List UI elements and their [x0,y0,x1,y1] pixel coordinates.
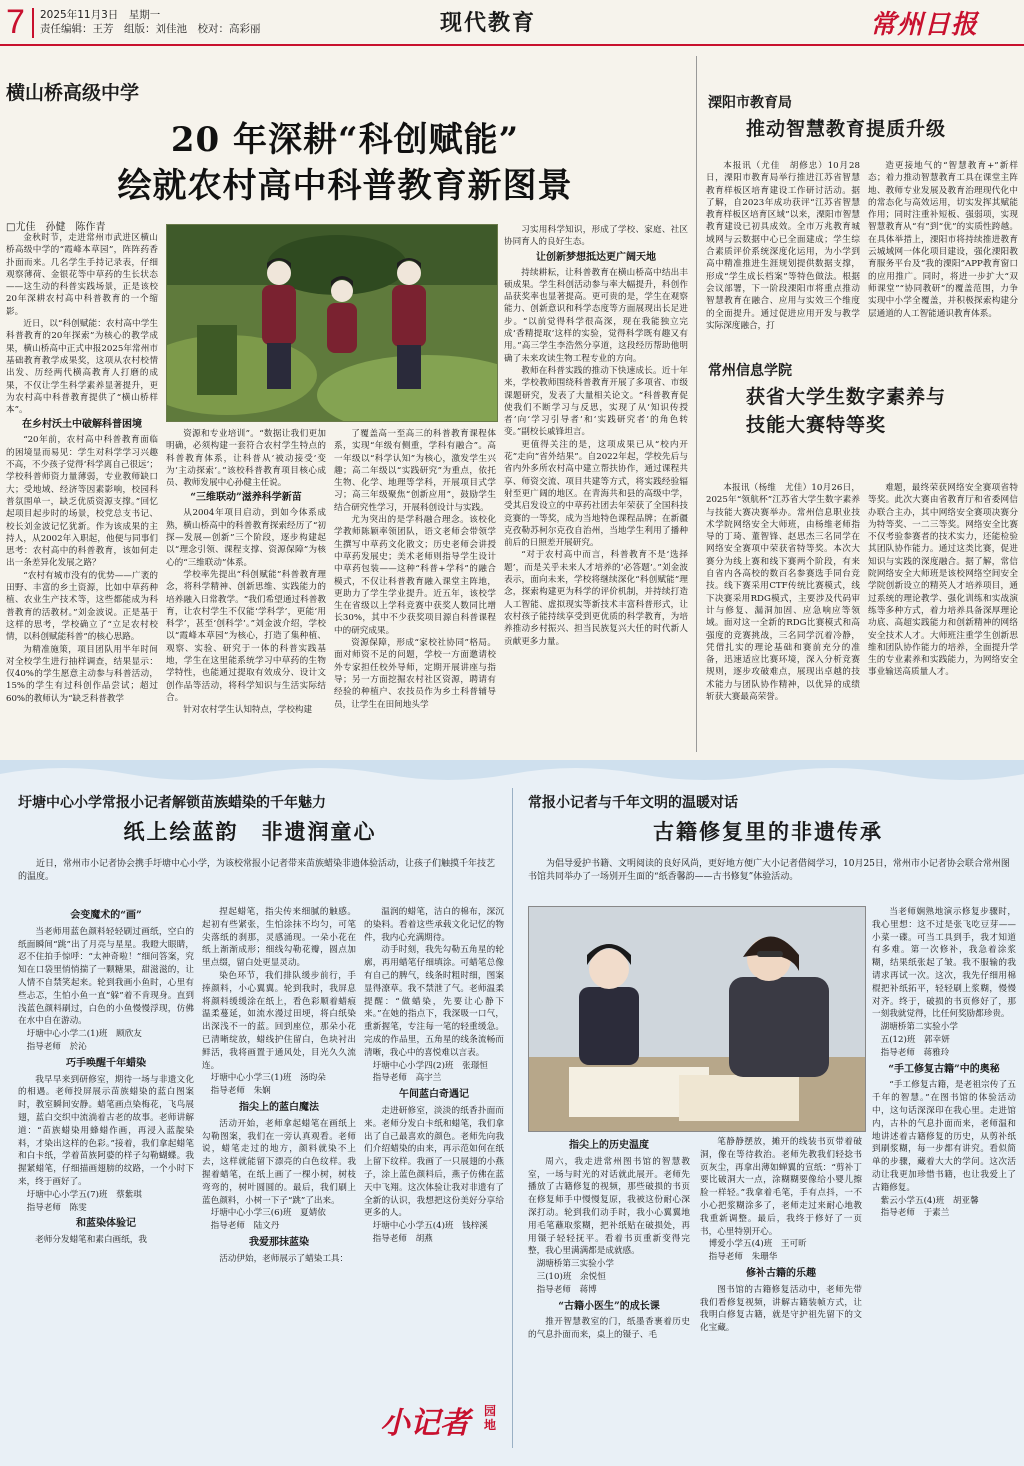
paragraph: 我早早来到研修室，期待一场与非遗文化的相遇。老师投屏展示苗族蜡染的蓝白图案时，教室瞬间安静。蜡笔画点染梅花，飞鸟展翅，蓝白交织中流淌着古老的故事。老师讲解道：“苗族蜡染用蜂蜡作画，再浸入蓝靛染料，才染出这样的色彩。”接着，我们拿起蜡笔和白卡纸，学着苗族阿婆的样子勾勒蝴蝶。我握紧蜡笔，仔细描画翅膀的纹路，一个小时下来，终于画好了。 [18,1074,194,1187]
paragraph: 难题，最终荣获网络安全赛项省特等奖。此次大赛由省教育厅和省委网信办联合主办，其中网络安全赛项决赛分为特等奖、一二三等奖。网络安全比赛不仅考验参赛者的技术实力，还能检验其团队协作能力。通过这类比赛，促进知识与实践的深度融合。据了解，常信院网络安全大师班是该校网络空间安全学院创新设立的精英人才培养项目，通过系统的理论教学、强化训练和实战演练等多种方式，着力培养具备深厚理论功底、高超实践能力和创新精神的网络安全技术人才。大师班注重学生创新思维和团队协作能力的培养，全面提升学生的专业素养和实践能力，为网络安全事业输送高质量人才。 [868,483,1018,678]
sidebar1-column-2 [868,160,1018,352]
piece-title: 我爱那抹蓝染 [249,1236,309,1248]
main-column-2 [166,428,326,754]
sidebar2-kicker: 常州信息学院 [708,363,792,379]
bottom-divider [512,788,513,1448]
teacher-line: 指导老师 朱珊华 [708,1252,778,1263]
paragraph: 图书馆的古籍修复活动中，老师先带我们看修复视频，讲解古籍装帧方式，让我明白修复古籍，就是守护祖先留下的文化宝藏。 [700,1284,862,1334]
paragraph: 活动伊始，老师展示了蜡染工具： [219,1253,349,1264]
column-divider [696,56,697,752]
teacher-line: 指导老师 陈雯 [26,1202,87,1213]
paragraph: 周六，我走进常州图书馆的智慧教室，一场与时光的对话就此展开。老师先播放了古籍修复的视频，那些破损的书页在修复师手中慢慢复原，我被这份耐心深深打动。轮到我们动手时，我小心翼翼地用毛笔蘸取浆糊，把补纸贴在破损处，再用镊子轻轻抚平。看着书页重新变得完整，我心里满满都是成就感。 [528,1156,690,1257]
story2-title: 古籍修复里的非遗传承 [653,819,883,844]
paragraph: 推开智慧教室的门，纸墨香裹着历史的气息扑面而来，桌上的镊子、毛 [528,1317,690,1341]
story1-title: 纸上绘蓝韵 非遗润童心 [123,819,377,844]
teacher-line: 指导老师 蒋雅玲 [880,1047,950,1058]
teacher-line: 指导老师 胡燕 [372,1233,433,1244]
paragraph: “手工修复古籍，是老祖宗传了五千年的智慧。”在图书馆的体验活动中，这句话深深印在我心里。走进馆内，古朴的气息扑面而来，老师温和地讲述着古籍修复的历史，从剪补纸到刷浆糊，每一步都有讲究。看似简单的步骤，藏着大大的学问。这次活动让我更加珍惜书籍，也让我爱上了古籍修复。 [872,1080,1016,1193]
paragraph: 资源保障，形成“家校社协同”格局。面对师资不足的问题，学校一方面邀请校外专家担任校外导师，定期开展讲座与指导；另一方面挖掘农村社区资源，聘请有经验的种植户、农技员作为乡土科普辅导员，让学生在田间地头学 [334,638,496,710]
paragraph: 教师在科普实践的推动下快速成长。近十年来，学校教师围绕科普教育开展了多项省、市级课题研究，发表了大量相关论文。“科普教育促使我们不断学习与反思，实现了从‘知识传授者’向‘学习引导者’和‘实践研究者’的角色转变。”副校长戚锋坦言。 [504,365,688,438]
page-number: 7 [6,3,25,41]
story1-intro: 近日，常州市小记者协会携手圩塘中心小学，为该校常报小记者带来苗族蜡染非遗体验活动，让孩子们触摸千年技艺的温度。 [18,859,496,882]
sidebar1-column-1 [706,160,860,352]
xiaojizhe-logo-sub: 园地 [484,1404,497,1432]
paragraph: 金秋时节，走进常州市武进区横山桥高级中学的“霞峰本草园”，阵阵药香扑面而来。几名学生手持记录表，仔细观察薄荷、金银花等中草药的生长状态——这生动的科普实践场景，正是该校20年深耕农村高中科普教育的一个缩影。 [6,233,158,317]
paragraph: 温润的蜡笔，洁白的棉布，深沉的染料。看着这些承载文化记忆的物件，我内心充满期待。 [364,907,504,943]
paragraph: 笔静静摆放，摊开的线装书页带着破洞，像在等待救治。老师先教我们轻捻书页灰尘，再拿出薄如蝉翼的宣纸：“剪补丁要比破洞大一点，涂糊糊要像给小婴儿擦脸一样轻。”我拿着毛笔，手有点抖，一不小心把浆糊涂多了，老师走过来耐心地教我重新调整。最后，我终于修好了一页书，心里特别开心。 [700,1137,862,1237]
header-rule [0,44,1024,46]
author-line: 湖塘桥第二实验小学 [880,1022,958,1033]
paragraph: 染色环节，我们排队缓步前行，手捧颜料，小心翼翼。轮到我时，我屏息将颜料缓缓涂在纸上，看色彩顺着蜡痕温柔蔓延，如流水漫过田埂，将白纸染出深浅不一的蓝。回到座位，那朵小花已清晰绽放，蜡线护住留白，色块衬出鲜活，我将画置于通风处，目光久久流连。 [202,970,356,1071]
issue-date: 2025年11月3日 星期一 [40,9,161,21]
teacher-line: 指导老师 於沁 [26,1041,87,1052]
teacher-line: 指导老师 高宇兰 [372,1073,442,1084]
header-divider [32,8,34,38]
subheading: “三维联动”滋养科学新苗 [190,492,302,504]
paragraph: 活动开始，老师拿起蜡笔在画纸上勾勒图案，我们在一旁认真观看。老师说，蜡笔走过的地方，颜料就染不上去，这样就能留下漂亮的白色纹样。我握着蜡笔，在纸上画了一棵小树，树枝弯弯的，树叶圆圆的。最后，我们刷上蓝色颜料，小树一下子“跳”了出来。 [202,1118,356,1206]
paragraph: “对于农村高中而言，科普教育不是‘选择题’，而是关乎未来人才培养的‘必答题’。”刘金波表示，面向未来，学校将继续深化“科创赋能”理念，探索构建更为科学的评价机制，并持续打造人工智能、虚拟现实等新技术丰富科普形式，让农村孩子能持续享受到更优质的科学教育，为培养推动乡村振兴、担当民族复兴大任的时代新人贡献更多力量。 [504,550,688,647]
sidebar2-title-line-1: 获省大学生数字素养与 [746,386,947,408]
story1-column-3 [364,906,504,1396]
story1-kicker: 圩塘中心小学常报小记者解锁苗族蜡染的千年魅力 [18,795,326,811]
story2-kicker: 常报小记者与千年文明的温暖对话 [528,795,738,811]
piece-title: 和蓝染体验记 [76,1218,136,1230]
author-line: 五(12)班 郭幸妍 [880,1034,950,1045]
header-meta [40,8,261,36]
author-line: 圩塘中心小学三(6)班 夏婧依 [210,1208,326,1219]
band-top-decoration [0,760,1024,782]
main-column-4 [504,224,688,754]
piece-title: 指尖上的蓝白魔法 [239,1101,319,1113]
story1-column-1 [18,906,194,1398]
paragraph: 动手时刻，我先勾勒五角星的轮廓，再用蜡笔仔细填涂。可蜡笔总像有自己的脾气，线条时粗时细，图案显得潦草。我不禁泄了气。老师温柔提醒：“做蜡染，先要让心静下来。”在她的指点下，我深吸一口气，重新握笔，专注每一笔的轻重缓急。完成的作品里，五角星的线条流畅而清晰，我心中的喜悦难以言表。 [364,945,504,1058]
subheading: 让创新梦想抵达更广阔天地 [536,251,656,263]
sidebar2-title-line-2: 技能大赛特等奖 [746,414,887,436]
teacher-line: 指导老师 朱娴 [210,1086,271,1097]
author-line: 三(10)班 余悦恒 [536,1271,606,1282]
subheading: 在乡村沃土中破解科普困境 [22,419,142,431]
piece-title: 会变魔术的“画” [70,910,142,921]
newspaper-logo: 常州日报 [870,10,979,40]
staff-line: 责任编辑：王芳 组版：刘佳池 校对：高彩丽 [40,23,261,35]
author-line: 紫云小学五(4)班 胡亚馨 [880,1195,979,1206]
author-line: 圩塘中心小学三(1)班 汤昀朵 [210,1073,326,1084]
teacher-line: 指导老师 蒋博 [536,1284,597,1295]
paragraph: 当老师娴熟地演示修复步骤时，我心里想：这不过是张飞吃豆芽——小菜一碟。可当工具到手，我才知道有多难。第一次修补，我急着涂浆糊，结果纸张起了皱。我不服输的我请求再试一次。这次，我先仔细用棉棍把补纸拓平，轻轻刷上浆糊，慢慢对齐。终于，破损的书页修好了，那一刻我就觉得，比任何奖励都珍贵。 [872,907,1016,1020]
paragraph: 本报讯（尤佳 胡修忠）10月28日，溧阳市教育局举行推进江苏省智慧教育样板区培育建设工作研讨活动。据了解，自2023年成功获评“江苏省智慧教育样板区培育区域”以来，溧阳市智慧教育建设已初具成效。全市万兆教育城域网与云数据中心已全面建成；学生综合素质评价系统深度化运用，为小学到高中精准推进生涯规划提供数据支撑，形成“学生成长档案”等特色做法。根据会议部署，下一阶段溧阳市将重点推动智慧教育在融合、应用与实效三个维度的全面提升。通过促进应用开发与教学实际深度融合，打 [706,161,860,331]
paragraph: 造更接地气的“智慧教育+”新样态；着力推动智慧教育工具在课堂主阵地、教师专业发展及教育治理现代化中的常态化与高效运用，切实发挥其赋能作用；同时注重补短板、强弱项，实现智慧教育从“有”到“优”的实质性跨越。在具体举措上，溧阳市将持续推进教育云城域网一体化项目建设，强化溧阳教育服务平台及“我的溧阳”APP教育窗口的应用推广。同时，将进一步扩大“双师课堂”“协同教研”的覆盖范围，力争实现中小学全覆盖，并积极探索构建分层通道的人工智能通识教育体系。 [868,161,1018,319]
main-column-3 [334,428,496,754]
teacher-line: 指导老师 陆文丹 [210,1221,280,1232]
author-line: 博爱小学五(4)班 王可昕 [708,1239,807,1250]
students-garden-photo [167,225,497,421]
sidebar1-kicker: 溧阳市教育局 [708,95,792,111]
story2-column-1 [528,1136,690,1440]
sidebar2-column-1 [706,482,860,752]
sidebar2-column-2 [868,482,1018,752]
story1-column-2 [202,906,356,1398]
author-line: 圩塘中心小学五(7)班 蔡紫琪 [26,1189,142,1200]
paragraph: “农村有城市没有的优势——广袤的田野、丰富的乡土资源，比如中草药种植、农业生产技术等，这些都能成为科普教育的活教材。”刘金波说。正是基于这样的思考，学校确立了“立足农村校情，以科创赋能科普”的核心思路。 [6,570,158,643]
story2-column-2 [700,1136,862,1440]
paragraph: 了覆盖高一至高三的科普教育课程体系，实现“年级有侧重，学科有融合”。高一年级以“科学认知”为核心，激发学生兴趣；高二年级以“实践研究”为重点，依托生物、化学、地理等学科，开展项目式学习；高三年级聚焦“创新应用”，鼓励学生结合研究性学习，开展科创设计与实践。 [334,429,496,513]
story2-column-3 [872,906,1016,1450]
paragraph: 习实用科学知识，形成了学校、家庭、社区协同育人的良好生态。 [504,225,688,248]
byline: □尤佳 孙健 陈作青 [6,222,106,233]
paragraph: 本报讯（杨维 尤佳）10月26日，2025年“领航杯”江苏省大学生数字素养与技能大赛决赛举办。常州信息职业技术学院网络安全大师班，由杨维老师指导的丁琦、董智锋、赵思杰三名同学在网络安全赛项中荣获省特等奖。本次大赛分为线上赛和线下赛两个阶段，有来自省内各高校的数百名参赛选手同台竞技。线下赛采用CTF传统比赛模式，线下决赛采用RDG模式，主要涉及代码审计与修复、漏洞加固、应急响应等领域。面对这一全新的RDG比赛模式和高强度的竞赛挑战，三名同学沉着冷静，凭借扎实的理论基础和赛前充分的准备，迅速适应比赛环境，深入分析竞赛规则，逐步攻破难点，展现出卓越的技术能力与团队协作精神，以优异的成绩斩获大赛最高荣誉。 [706,483,860,703]
paragraph: 资源和专业培训”。“数据让我们更加明确，必须构建一套符合农村学生特点的科普教育体系，让科普从‘被动接受’变为‘主动探索’。”该校科普教育项目核心成员、教师发展中心孙健主任说。 [166,429,326,489]
piece-title: “古籍小医生”的成长课 [558,1300,660,1312]
headline-line-1: 20 年深耕“科创赋能” [170,120,520,160]
piece-title: 巧手唤醒千年蜡染 [66,1057,146,1069]
paragraph: 捏起蜡笔，指尖传来细腻的触感。起初有些紧张，生怕涂抹不均匀，可笔尖落纸的刹那，灵感涌现。一朵小花在纸上渐渐成形；细线勾勒花瓣，圆点加里点缀，留白处更显灵动。 [202,907,356,969]
paragraph: “20年前，农村高中科普教育面临的困境显而易见：学生对科学学习兴趣不高，不少孩子觉得‘科学离自己很远’；学校科普师资力量薄弱，专业教师缺口大；受地域、经济等因素影响，校园科普氛围单一，缺乏优质资源支撑。”回忆起项目起步时的场景，校党总支书记、校长刘金波记忆犹新。作为该成果的主持人，从2002年入职起，他便与同事们思考：农村高中的科普教育，该如何走出一条差异化发展之路？ [6,435,158,569]
paragraph: 近日，以“科创赋能：农村高中学生科普教育的20年探索”为核心的教学成果，横山桥高中正式申报2025年常州市基础教育教学成果奖，这项从农村校情出发、历经两代横高教育人打磨的成果，不仅让学生科学素养显著提升，更为农村高中科普教育提供了“横山桥样本”。 [6,319,158,416]
paragraph: 从2004年项目启动，到如今体系成熟，横山桥高中的科普教育探索经历了“初探—发展—创新”三个阶段，逐步构建起以“理念引领、课程支撑、资源保障”为核心的“三维联动”体系。 [166,508,326,568]
paragraph: 老师分发蜡笔和素白画纸，我 [35,1235,147,1246]
paragraph: 走进研修室，淡淡的纸香扑面而来。老师分发白卡纸和蜡笔，我们拿出了自己最喜欢的颜色。老师先向我们介绍蜡染的由来，再示范如何在纸上留下纹样。我画了一只展翅的小燕子，涂上蓝色颜料后，燕子仿佛在蓝天中飞翔。这次体验让我对非遗有了全新的认识，我想把这份美好分享给更多的人。 [364,1105,504,1219]
piece-title: 修补古籍的乐趣 [746,1267,816,1279]
author-line: 圩塘中心小学二(1)班 顾欣友 [26,1029,142,1040]
teacher-line: 指导老师 于素兰 [880,1208,950,1219]
headline-line-2: 绘就农村高中科普教育新图景 [117,166,573,206]
paragraph: 尤为突出的是学科融合理念。该校化学教师陈颖率领团队，语文老师会带领学生撰写中草药文化散文；历史老师会讲授中草药发展史；美术老师则指导学生设计中草药包装——这种“科普+学科”的融合模式，不仅让科普教育融入课堂主阵地，更助力了学生学业提升。近五年，该校学生在省级以上学科竞赛中获奖人数同比增长30%，其中不少获奖项目源自科普课程中的研究成果。 [334,515,496,636]
section-title: 现代教育 [440,10,537,36]
book-repair-photo [529,907,865,1131]
piece-title: 午间蓝白奇遇记 [399,1089,469,1101]
sidebar1-title: 推动智慧教育提质升级 [746,118,947,140]
article-school: 横山桥高级中学 [6,82,140,104]
author-line: 圩塘中心小学五(4)班 钱梓溪 [372,1221,488,1232]
article-photo [166,224,498,422]
main-column-1 [6,232,158,752]
story2-intro: 为倡导爱护书籍、文明阅读的良好风尚，更好地方便广大小记者借阅学习，10月25日，常州市小记者协会联合常州图书馆共同举办了一场别开生面的“纸香馨韵——古书修复”体验活动。 [528,859,1010,882]
paragraph: 更值得关注的是，这项成果已从“校内开花”走向“省外结果”。自2022年起，学校先后与省内外多所农村高中建立帮扶协作，通过课程共享、师资交流、项目共建等方式，将实践经验辐射至更广阔的地区。在青海共和县的高级中学，受其启发设立的中草药社团去年荣获了全国科技竞赛的一等奖，成为当地特色课程品牌；在新疆克孜勒苏柯尔克孜自治州，当地学生利用了播种前后的日照差开展研究。 [504,439,688,549]
xiaojizhe-logo: 小记者 [380,1406,470,1441]
paragraph: 持续耕耘，让科普教育在横山桥高中结出丰硕成果。学生科创活动参与率大幅提升，科创作品获奖率也显著提高。更可贵的是，学生在观察能力、创新意识和科学态度等方面展现出长足进步。“以前觉得科学很高深，现在我能独立完成‘香精提取’这样的实验，觉得科学既有趣又有用。”高三学生李浩然分享道，这段经历帮助他明确了未来攻读生物工程专业的方向。 [504,267,688,364]
author-line: 湖塘桥第三实验小学 [536,1259,614,1270]
piece-title: “手工修复古籍”中的奥秘 [888,1063,1000,1075]
paragraph: 学校率先提出“科创赋能”科普教育理念，将科学精神、创新思维、实践能力的培养融入日常教学。“我们希望通过科普教育，让农村学生不仅能‘学科学’，更能‘用科学’，甚至‘创科学’。”刘金波介绍，学校以“霞峰本草园”为核心，打造了集种植、观察、实验、研究于一体的科普实践基地，学生在这里能系统学习中草药的生物学特性，也能通过提取有效成分、设计文创作品等活动，将科学知识与生活实际结合。 [166,569,326,703]
author-line: 圩塘中心小学四(2)班 张璟恒 [372,1060,488,1071]
paragraph: 为精准施策，项目团队用半年时间对全校学生进行抽样调查，结果显示：仅40%的学生愿意主动参与科普活动，15%的学生有过科创作品尝试；超过60%的教师认为“缺乏科普教学 [6,644,158,704]
story2-photo [528,906,866,1132]
piece-title: 指尖上的历史温度 [569,1140,649,1151]
paragraph: 当老师用蓝色颜料轻轻刷过画纸，空白的纸面瞬间“跳”出了月亮与星星。我瞪大眼睛，忍不住拍手惊呼：“太神奇啦！”细问答案，究知在口袋里悄悄揣了一颗糖果，甜滋滋的，让人情不自禁笑起来。轮到我画小鱼时，心里有些忐忑，生怕小鱼一直“躲”着不肯现身。直到浅蓝色颜料刷过，白色的小鱼慢慢浮现，仿佛在水中自在游动。 [18,926,194,1027]
paragraph: 针对农村学生认知特点，学校构建 [183,705,313,716]
